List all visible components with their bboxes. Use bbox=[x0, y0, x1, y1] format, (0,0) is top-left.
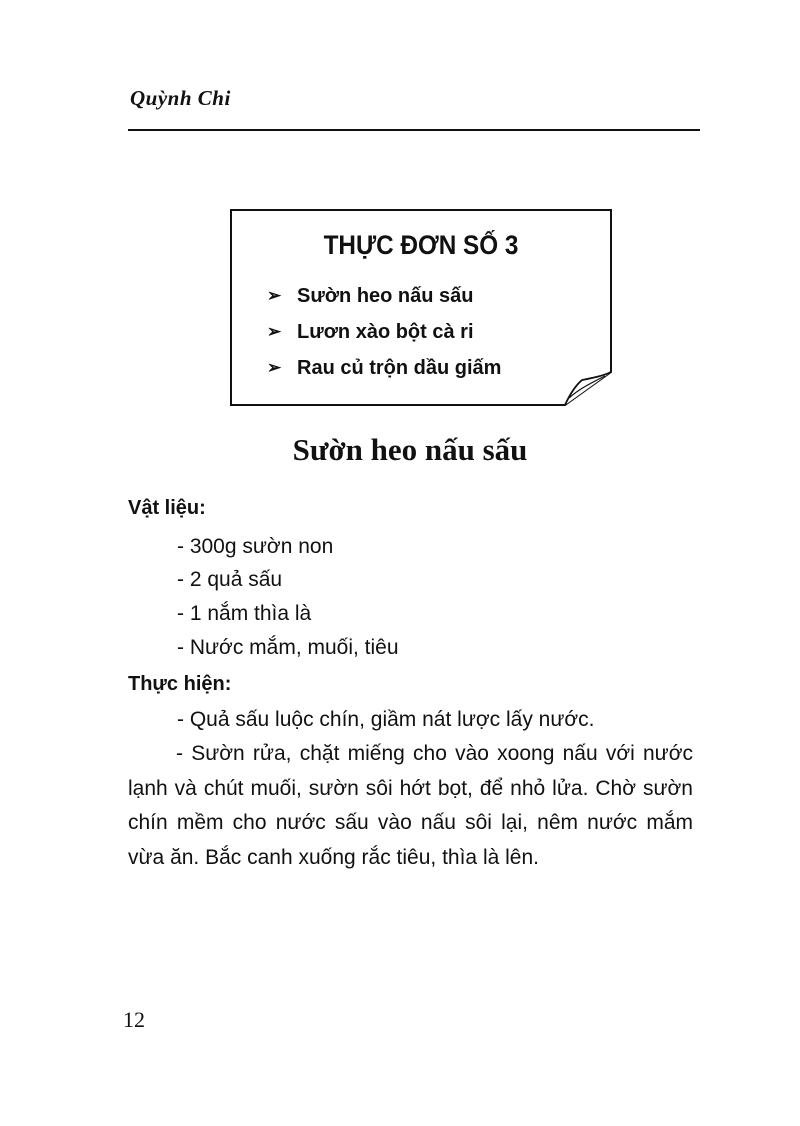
menu-item-label: Sườn heo nấu sấu bbox=[297, 284, 474, 307]
method-step: - Sườn rửa, chặt miếng cho vào xoong nấu với nước lạnh và chút muối, sườn sôi hớt bọt, để nhỏ lửa. Chờ sườn chín mềm cho nước sấu vào nấu sôi lại, nêm nước mắm vừa ăn. Bắc canh xuống rắc tiêu, thìa là lên. bbox=[128, 742, 693, 869]
ingredient-item: - Nước mắm, muối, tiêu bbox=[177, 636, 399, 659]
menu-item-label: Rau củ trộn dầu giấm bbox=[297, 356, 502, 379]
menu-item bbox=[267, 350, 501, 386]
ingredient-item: - 2 quả sấu bbox=[177, 568, 283, 591]
arrowhead-bullet-icon: ➢ bbox=[267, 286, 282, 305]
menu-card bbox=[229, 208, 613, 406]
menu-item bbox=[267, 278, 501, 314]
page-number: 12 bbox=[123, 1007, 145, 1032]
arrowhead-bullet-icon: ➢ bbox=[267, 322, 282, 341]
menu-item bbox=[267, 314, 501, 350]
menu-list bbox=[267, 278, 501, 386]
menu-title: THỰC ĐƠN SỐ 3 bbox=[323, 230, 519, 260]
ingredient-item: - 300g sườn non bbox=[177, 535, 334, 558]
recipe-title: Sườn heo nấu sấu bbox=[292, 432, 528, 467]
ingredients-heading: Vật liệu: bbox=[128, 497, 206, 519]
running-header-author: Quỳnh Chi bbox=[130, 86, 231, 110]
method-step: - Quả sấu luộc chín, giầm nát lược lấy nước. bbox=[177, 708, 595, 731]
ingredient-item: - 1 nắm thìa là bbox=[177, 602, 312, 625]
arrowhead-bullet-icon: ➢ bbox=[267, 358, 282, 377]
header-divider bbox=[128, 129, 700, 131]
method-heading: Thực hiện: bbox=[128, 673, 232, 695]
menu-item-label: Lươn xào bột cà ri bbox=[297, 320, 474, 343]
